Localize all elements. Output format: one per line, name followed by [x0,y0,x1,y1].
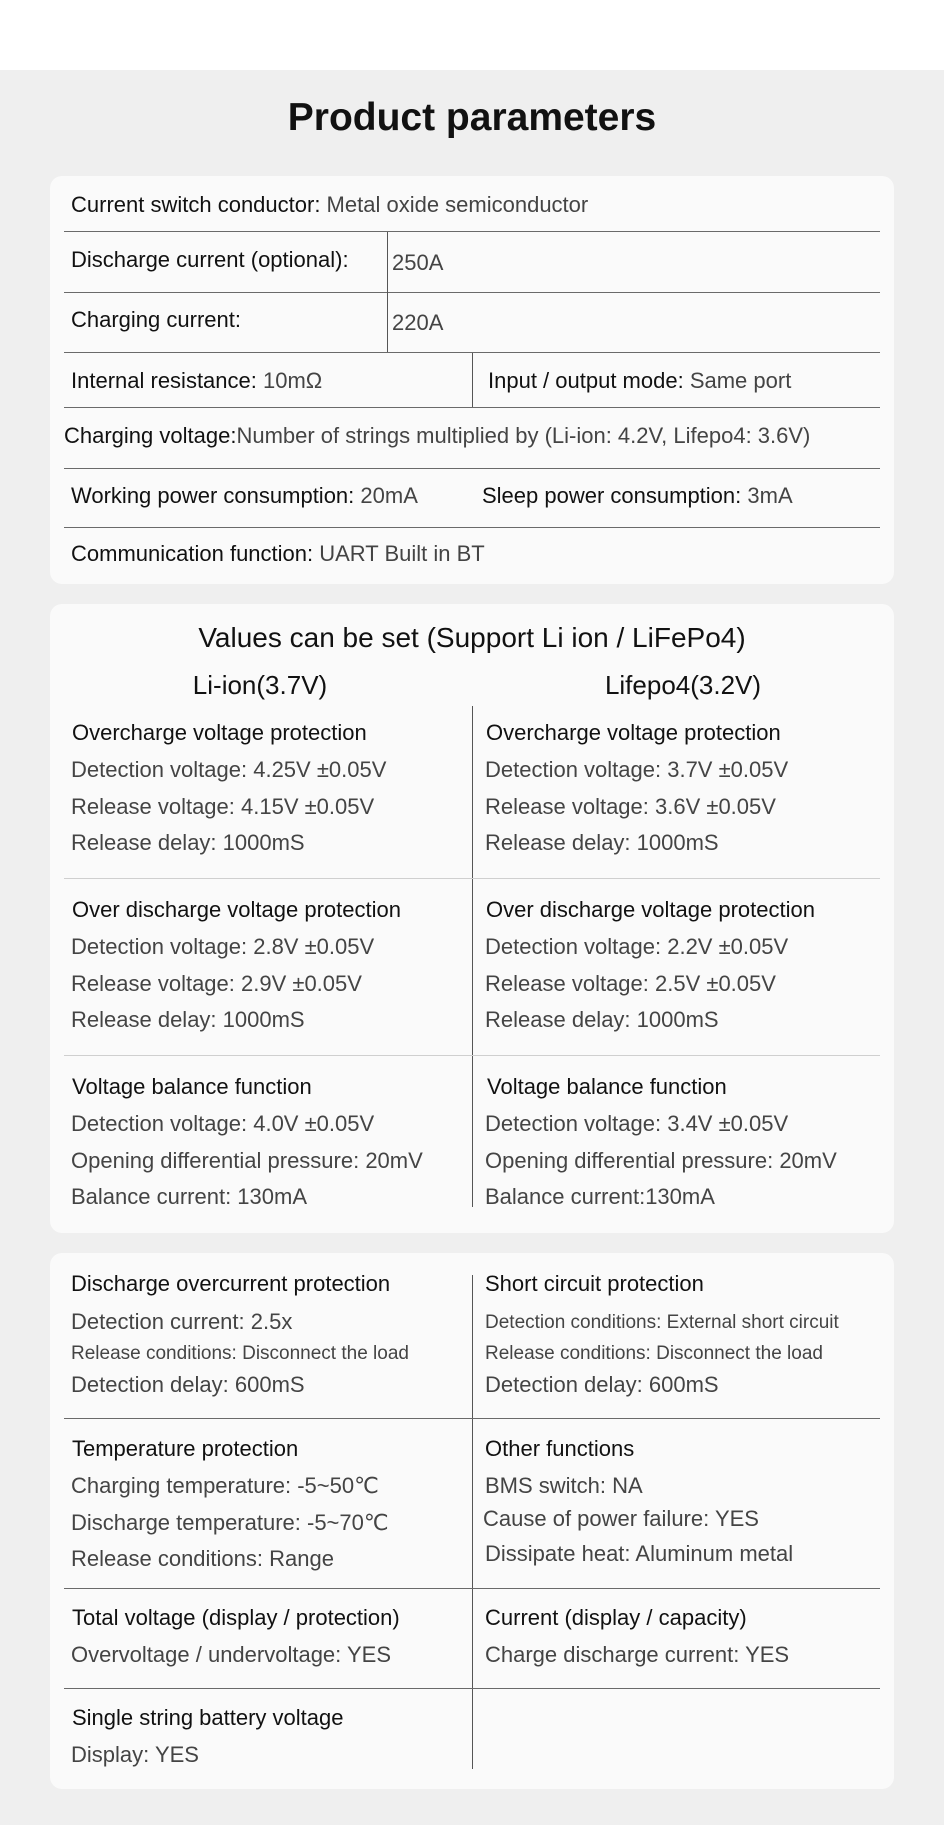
lfp-balance-detection: Detection voltage: 3.4V ±0.05V [485,1111,789,1136]
lfp-balance-current: Balance current:130mA [485,1184,715,1209]
lfp-overdischarge-title: Over discharge voltage protection [486,897,815,922]
divider [64,1588,880,1589]
li-balance-current: Balance current: 130mA [71,1184,308,1209]
sleep-consumption-label: Sleep power consumption: [482,483,742,508]
li-overdischarge-release: Release voltage: 2.9V ±0.05V [71,971,362,996]
communication-row [71,541,485,567]
lfp-balance-title: Voltage balance function [487,1074,727,1099]
short-circuit-delay: Detection delay: 600mS [485,1372,719,1397]
li-overdischarge-title: Over discharge voltage protection [72,897,401,922]
io-mode-row [488,368,791,394]
working-consumption-value: 20mA [354,483,418,508]
li-balance-detection: Detection voltage: 4.0V ±0.05V [71,1111,375,1136]
discharge-temperature: Discharge temperature: -5~70℃ [71,1510,389,1535]
switch-conductor-row [71,192,588,218]
power-failure-cause: Cause of power failure: YES [483,1506,759,1531]
temperature-protection-title: Temperature protection [72,1436,299,1461]
single-string-title: Single string battery voltage [72,1705,344,1730]
lifepo4-column-title: Lifepo4(3.2V) [604,670,762,700]
charging-voltage-value: Number of strings multiplied by (Li-ion: 4.2V, Lifepo4: 3.6V) [236,423,811,448]
lfp-overcharge-title: Overcharge voltage protection [486,720,781,745]
settings-heading: Values can be set (Support Li ion / LiFePo4) [198,622,746,653]
discharge-current-value: 250A [392,250,444,275]
li-balance-title: Voltage balance function [72,1074,312,1099]
overvoltage-undervoltage: Overvoltage / undervoltage: YES [71,1642,392,1667]
single-string-display: Display: YES [71,1742,199,1767]
short-circuit-title: Short circuit protection [485,1271,704,1296]
lfp-overcharge-delay: Release delay: 1000mS [485,830,719,855]
other-functions-title: Other functions [485,1436,635,1461]
communication-value: UART Built in BT [313,541,485,566]
divider [64,468,880,469]
column-divider [472,1275,473,1769]
divider [64,1418,880,1419]
sleep-consumption-row [482,483,793,509]
discharge-overcurrent-release: Release conditions: Disconnect the load [71,1343,409,1364]
lfp-balance-pressure: Opening differential pressure: 20mV [485,1148,837,1173]
page-title: Product parameters [287,96,657,139]
li-overcharge-release: Release voltage: 4.15V ±0.05V [71,794,375,819]
total-voltage-title: Total voltage (display / protection) [72,1605,400,1630]
lfp-overdischarge-release: Release voltage: 2.5V ±0.05V [485,971,776,996]
internal-resistance-row [71,368,322,394]
column-divider [472,353,473,407]
functions-card [50,1253,894,1789]
working-consumption-row [71,483,418,509]
lfp-overdischarge-delay: Release delay: 1000mS [485,1007,719,1032]
discharge-overcurrent-current: Detection current: 2.5x [71,1309,293,1334]
dissipate-heat: Dissipate heat: Aluminum metal [485,1541,794,1566]
column-divider [387,232,388,352]
charging-voltage-label: Charging voltage: [64,423,237,448]
discharge-overcurrent-delay: Detection delay: 600mS [71,1372,305,1397]
switch-conductor-label: Current switch conductor: [71,192,321,217]
lfp-overcharge-release: Release voltage: 3.6V ±0.05V [485,794,776,819]
lfp-overcharge-detection: Detection voltage: 3.7V ±0.05V [485,757,789,782]
divider [64,878,880,879]
li-overdischarge-delay: Release delay: 1000mS [71,1007,305,1032]
divider [64,292,880,293]
li-balance-pressure: Opening differential pressure: 20mV [71,1148,423,1173]
short-circuit-detection: Detection conditions: External short circuit [485,1312,839,1333]
li-overdischarge-detection: Detection voltage: 2.8V ±0.05V [71,934,375,959]
divider [64,407,880,408]
li-overcharge-title: Overcharge voltage protection [72,720,367,745]
charging-current-value: 220A [392,310,444,335]
charging-current-label: Charging current: [71,307,241,332]
parameters-card [50,176,894,584]
li-ion-column-title: Li-ion(3.7V) [192,670,328,700]
column-divider [472,706,473,1207]
internal-resistance-value: 10mΩ [256,368,323,393]
sleep-consumption-value: 3mA [741,483,793,508]
discharge-overcurrent-title: Discharge overcurrent protection [71,1271,391,1296]
charging-temperature: Charging temperature: -5~50℃ [71,1473,379,1498]
io-mode-label: Input / output mode: [488,368,684,393]
divider [64,231,880,232]
divider [64,527,880,528]
communication-label: Communication function: [71,541,314,566]
working-consumption-label: Working power consumption: [71,483,355,508]
bms-switch: BMS switch: NA [485,1473,643,1498]
temperature-release: Release conditions: Range [71,1546,334,1571]
settings-card [50,604,894,1233]
divider [64,1688,880,1689]
charge-discharge-current: Charge discharge current: YES [485,1642,790,1667]
io-mode-value: Same port [683,368,792,393]
short-circuit-release: Release conditions: Disconnect the load [485,1343,823,1364]
li-overcharge-detection: Detection voltage: 4.25V ±0.05V [71,757,387,782]
li-overcharge-delay: Release delay: 1000mS [71,830,305,855]
lfp-overdischarge-detection: Detection voltage: 2.2V ±0.05V [485,934,789,959]
internal-resistance-label: Internal resistance: [71,368,257,393]
current-display-title: Current (display / capacity) [485,1605,747,1630]
discharge-current-label: Discharge current (optional): [71,247,349,272]
switch-conductor-value: Metal oxide semiconductor [320,192,589,217]
charging-voltage-row [64,423,810,449]
divider [64,1055,880,1056]
